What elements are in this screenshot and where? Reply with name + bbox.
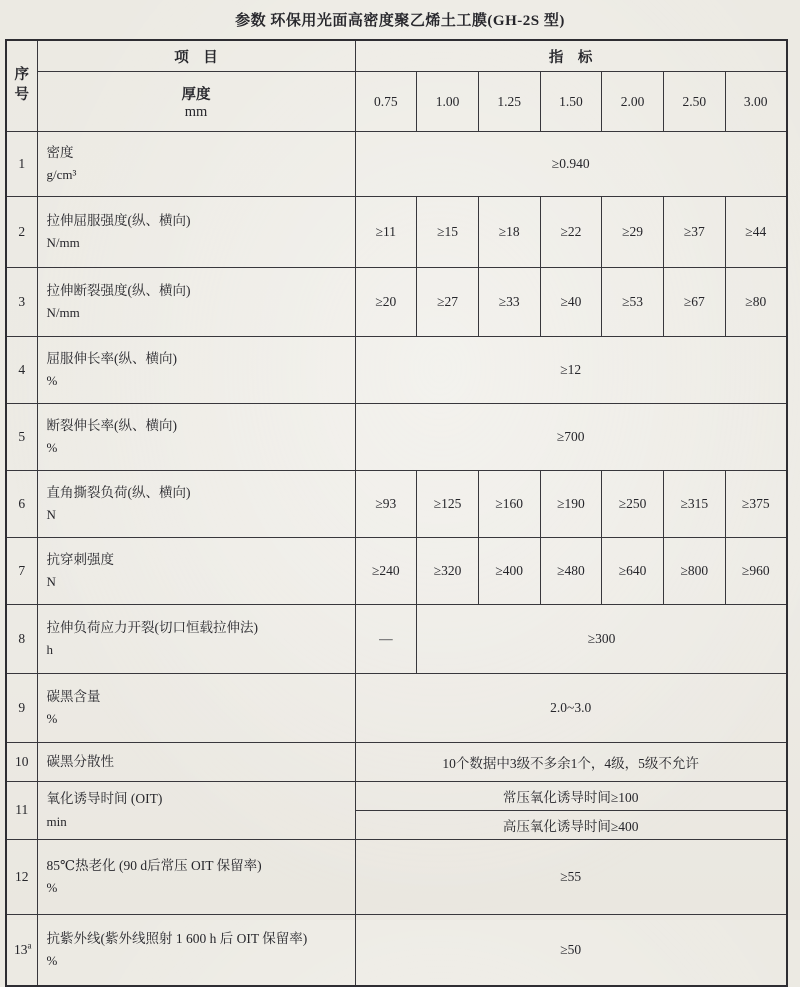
table-row bbox=[6, 268, 787, 337]
item-name: 拉伸负荷应力开裂(切口恒载拉伸法) bbox=[46, 619, 258, 635]
page-title: 参数 环保用光面高密度聚乙烯土工膜(GH-2S 型) bbox=[235, 13, 565, 29]
row-number: 7 bbox=[6, 538, 37, 605]
row-number: 8 bbox=[6, 605, 37, 674]
item-name: 抗紫外线(紫外线照射 1 600 h 后 OIT 保留率) bbox=[46, 930, 308, 946]
value-cell: ≥480 bbox=[540, 538, 602, 605]
header-item-cell: 项 目 bbox=[37, 40, 355, 72]
item-cell bbox=[37, 197, 355, 268]
item-unit: min bbox=[46, 813, 67, 829]
spec-table bbox=[5, 39, 788, 987]
table-row bbox=[6, 132, 787, 197]
row-number: 10 bbox=[6, 743, 37, 782]
table-row bbox=[6, 538, 787, 605]
value-cell: ≥375 bbox=[725, 471, 787, 538]
value-cell: ≥0.940 bbox=[355, 132, 787, 197]
value-cell: ≥22 bbox=[540, 197, 602, 268]
value-cell: ≥640 bbox=[602, 538, 664, 605]
value-cell: ≥29 bbox=[602, 197, 664, 268]
value-cell: ≥37 bbox=[663, 197, 725, 268]
item-unit: % bbox=[46, 711, 58, 727]
footnote-marker: a bbox=[27, 940, 32, 951]
item-cell bbox=[37, 132, 355, 197]
value-cell: ≥27 bbox=[417, 268, 479, 337]
value-cell: ≥320 bbox=[417, 538, 479, 605]
value-cell: 10个数据中3级不多余1个，4级，5级不允许 bbox=[355, 743, 787, 782]
item-name: 屈服伸长率(纵、横向) bbox=[46, 350, 177, 366]
table-row bbox=[6, 197, 787, 268]
row-number: 9 bbox=[6, 674, 37, 743]
value-cell: ≥700 bbox=[355, 404, 787, 471]
item-cell bbox=[37, 915, 355, 987]
table-row bbox=[6, 605, 787, 674]
table-row bbox=[6, 674, 787, 743]
item-cell bbox=[37, 268, 355, 337]
item-name: 拉伸屈服强度(纵、横向) bbox=[46, 212, 191, 228]
item-unit: % bbox=[46, 953, 58, 969]
value-cell: ≥53 bbox=[602, 268, 664, 337]
table-row bbox=[6, 471, 787, 538]
row-number: 4 bbox=[6, 337, 37, 404]
header-row-2 bbox=[6, 72, 787, 132]
value-cell: ≥190 bbox=[540, 471, 602, 538]
value-cell: ≥11 bbox=[355, 197, 417, 268]
value-cell: ≥55 bbox=[355, 840, 787, 915]
item-name: 直角撕裂负荷(纵、横向) bbox=[46, 484, 191, 500]
value-cell: ≥44 bbox=[725, 197, 787, 268]
row-number-text: 13 bbox=[14, 941, 28, 957]
row-number: 5 bbox=[6, 404, 37, 471]
item-unit: % bbox=[46, 440, 58, 456]
value-cell: ≥93 bbox=[355, 471, 417, 538]
item-cell bbox=[37, 337, 355, 404]
row-number: 1 bbox=[6, 132, 37, 197]
value-cell: ≥240 bbox=[355, 538, 417, 605]
row-number: 12 bbox=[6, 840, 37, 915]
thickness-value-cell: 0.75 bbox=[355, 72, 417, 132]
table-row bbox=[6, 404, 787, 471]
item-unit: % bbox=[46, 880, 58, 896]
item-unit: g/cm³ bbox=[46, 167, 77, 183]
row-number: 11 bbox=[6, 782, 37, 840]
item-name: 氧化诱导时间 (OIT) bbox=[46, 791, 163, 807]
thickness-value-cell: 2.00 bbox=[602, 72, 664, 132]
item-cell bbox=[37, 674, 355, 743]
item-name: 碳黑含量 bbox=[46, 688, 101, 704]
item-cell bbox=[37, 840, 355, 915]
row-number: 3 bbox=[6, 268, 37, 337]
item-cell bbox=[37, 605, 355, 674]
value-cell: ≥12 bbox=[355, 337, 787, 404]
item-cell bbox=[37, 782, 355, 840]
item-cell bbox=[37, 538, 355, 605]
item-unit: h bbox=[46, 642, 53, 658]
value-cell: ≥80 bbox=[725, 268, 787, 337]
value-cell: ≥400 bbox=[478, 538, 540, 605]
thickness-unit: mm bbox=[184, 103, 208, 120]
value-cell: ≥125 bbox=[417, 471, 479, 538]
value-cell: ≥250 bbox=[602, 471, 664, 538]
item-name: 抗穿刺强度 bbox=[46, 551, 114, 567]
thickness-value-cell: 2.50 bbox=[663, 72, 725, 132]
value-cell: 常压氧化诱导时间≥100 bbox=[355, 782, 787, 811]
thickness-value-cell: 1.25 bbox=[478, 72, 540, 132]
item-unit: N bbox=[46, 574, 56, 590]
value-cell: ≥15 bbox=[417, 197, 479, 268]
item-unit: N/mm bbox=[46, 305, 80, 321]
value-cell: — bbox=[355, 605, 417, 674]
item-cell bbox=[37, 404, 355, 471]
value-cell: 2.0~3.0 bbox=[355, 674, 787, 743]
table-row bbox=[6, 840, 787, 915]
item-unit: N/mm bbox=[46, 235, 80, 251]
row-number: 2 bbox=[6, 197, 37, 268]
row-number: 6 bbox=[6, 471, 37, 538]
table-row bbox=[6, 915, 787, 987]
value-cell: ≥33 bbox=[478, 268, 540, 337]
table-row bbox=[6, 743, 787, 782]
header-indicator-cell: 指 标 bbox=[355, 40, 787, 72]
item-cell bbox=[37, 743, 355, 782]
header-row-1 bbox=[6, 40, 787, 72]
table-row bbox=[6, 337, 787, 404]
value-cell: ≥20 bbox=[355, 268, 417, 337]
value-cell: ≥18 bbox=[478, 197, 540, 268]
value-cell: 高压氧化诱导时间≥400 bbox=[355, 811, 787, 840]
thickness-label: 厚度 bbox=[181, 86, 211, 103]
header-seq-cell: 序号 bbox=[6, 40, 37, 132]
item-unit: N bbox=[46, 507, 56, 523]
item-unit: % bbox=[46, 373, 58, 389]
item-name: 密度 bbox=[46, 144, 74, 160]
row-number bbox=[6, 915, 37, 987]
value-cell: ≥67 bbox=[663, 268, 725, 337]
header-thickness-cell bbox=[37, 72, 355, 132]
value-cell: ≥160 bbox=[478, 471, 540, 538]
item-name: 拉伸断裂强度(纵、横向) bbox=[46, 282, 191, 298]
value-cell: ≥300 bbox=[417, 605, 787, 674]
value-cell: ≥315 bbox=[663, 471, 725, 538]
table-row bbox=[6, 782, 787, 811]
item-name: 断裂伸长率(纵、横向) bbox=[46, 417, 177, 433]
value-cell: ≥50 bbox=[355, 915, 787, 987]
item-name: 碳黑分散性 bbox=[46, 753, 114, 769]
value-cell: ≥960 bbox=[725, 538, 787, 605]
thickness-value-cell: 1.50 bbox=[540, 72, 602, 132]
value-cell: ≥800 bbox=[663, 538, 725, 605]
thickness-value-cell: 3.00 bbox=[725, 72, 787, 132]
value-cell: ≥40 bbox=[540, 268, 602, 337]
item-name: 85℃热老化 (90 d后常压 OIT 保留率) bbox=[46, 857, 262, 873]
item-cell bbox=[37, 471, 355, 538]
thickness-value-cell: 1.00 bbox=[417, 72, 479, 132]
